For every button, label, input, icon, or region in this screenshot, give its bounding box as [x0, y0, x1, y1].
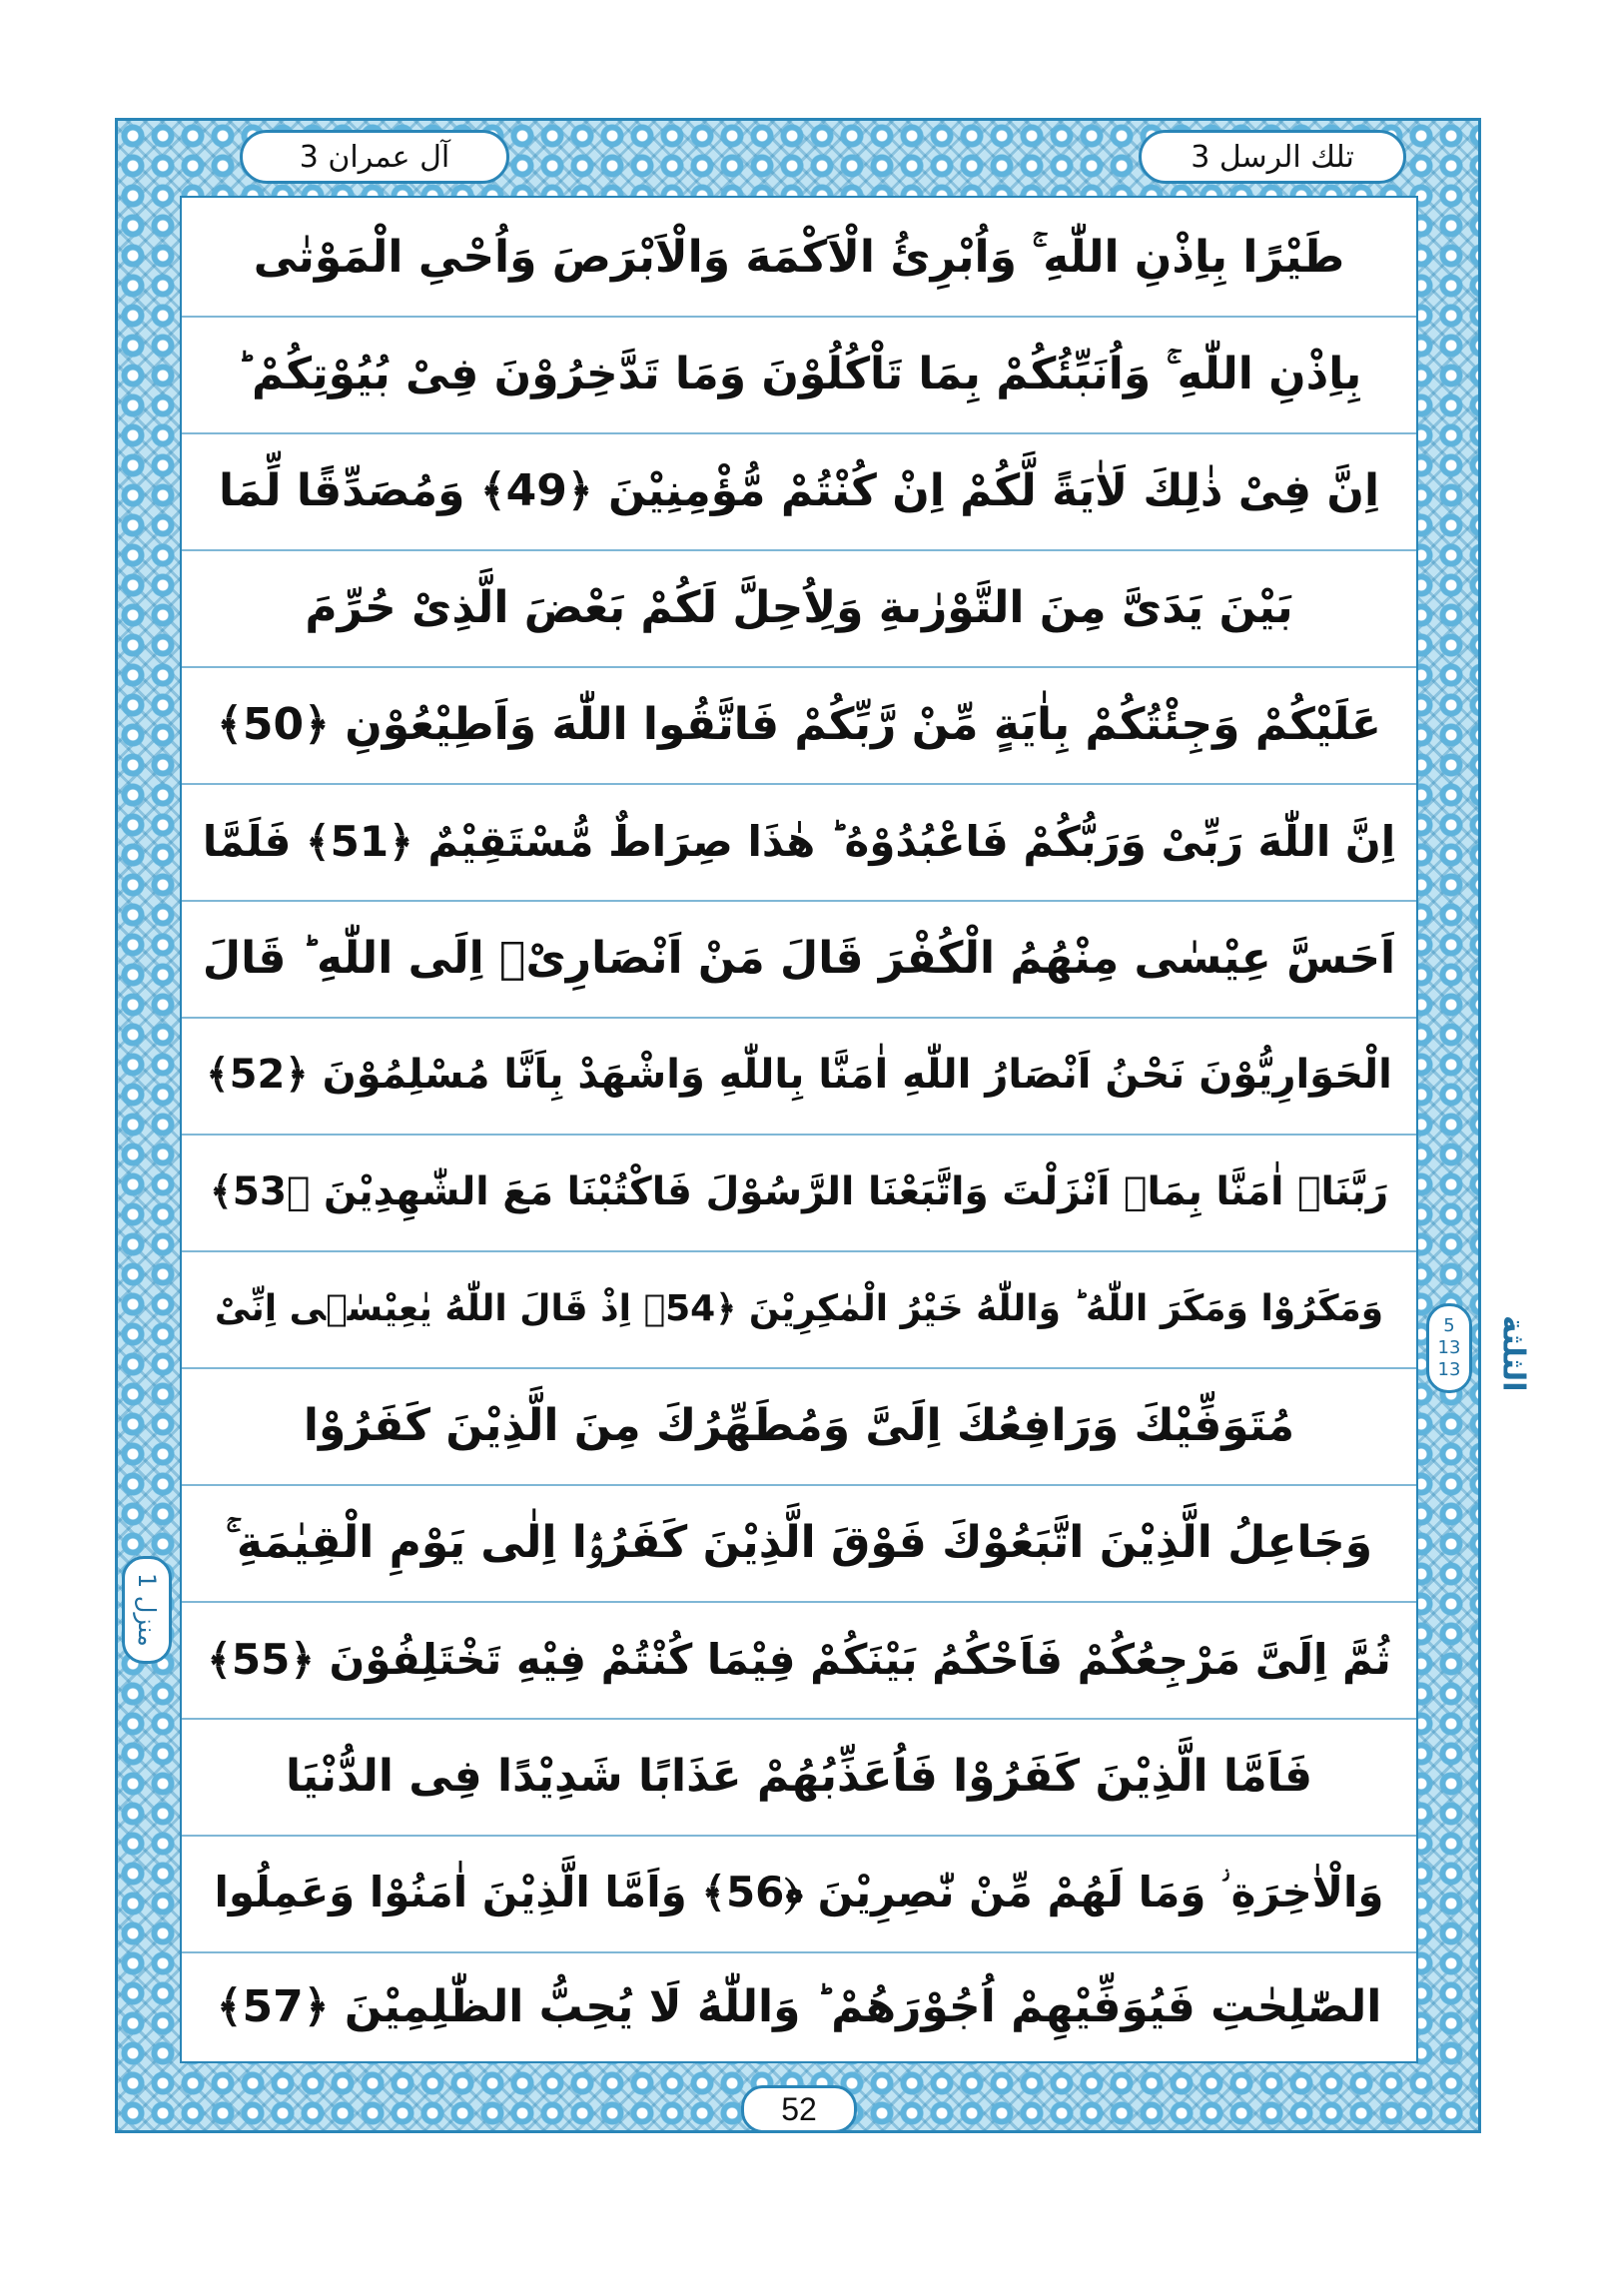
line-text: بَیْنَ یَدَیَّ مِنَ التَّوْرٰىةِ وَلِاُحِلَّ لَكُمْ بَعْضَ الَّذِیْ حُرِّمَ — [305, 581, 1293, 633]
line-text: بِاِذْنِ اللّٰهِ ۚ وَاُنَبِّئُكُمْ بِمَا تَاْكُلُوْنَ وَمَا تَدَّخِرُوْنَ فِیْ بُیُوْتِكُمْ ؕ — [236, 348, 1362, 399]
text-line — [182, 431, 1416, 551]
manzil-marker — [122, 1556, 172, 1664]
ruku-middle: 13 — [1437, 1337, 1461, 1358]
line-text: اِنَّ اللّٰهَ رَبِّیْ وَرَبُّكُمْ فَاعْبُدُوْهُ ؕ هٰذَا صِرَاطٌ مُّسْتَقِیْمٌ ﴿51﴾ فَلَمَّا — [202, 816, 1396, 866]
line-text: عَلَیْكُمْ وَجِئْتُكُمْ بِاٰیَةٍ مِّنْ رَّبِّكُمْ فَاتَّقُوا اللّٰهَ وَاَطِیْعُوْنِ ﴿50﴾ — [217, 698, 1381, 750]
line-text: وَمَكَرُوْا وَمَكَرَ اللّٰهُ ؕ وَاللّٰهُ خَیْرُ الْمٰكِرِیْنَ ﴿54﴾ اِذْ قَالَ اللّٰهُ یٰعِیْسٰۤی اِنِّیْ — [214, 1287, 1384, 1329]
line-text: فَاَمَّا الَّذِیْنَ كَفَرُوْا فَاُعَذِّبُهُمْ عَذَابًا شَدِیْدًا فِی الدُّنْیَا — [285, 1750, 1313, 1802]
line-text: وَجَاعِلُ الَّذِیْنَ اتَّبَعُوْكَ فَوْقَ الَّذِیْنَ كَفَرُوْۤا اِلٰی یَوْمِ الْقِیٰمَةِ ۚ — [225, 1516, 1373, 1568]
text-line — [182, 1133, 1416, 1252]
margin-label-text: الثلثة — [1495, 1314, 1531, 1392]
line-text: الصّٰلِحٰتِ فَیُوَفِّیْهِمْ اُجُوْرَهُمْ ؕ وَاللّٰهُ لَا یُحِبُّ الظّٰلِمِیْنَ ﴿57﴾ — [216, 1981, 1382, 2032]
line-text: رَبَّنَاۤ اٰمَنَّا بِمَاۤ اَنْزَلْتَ وَاتَّبَعْنَا الرَّسُوْلَ فَاكْتُبْنَا مَعَ الشّٰهِدِیْنَ ﴿53﴾ — [209, 1168, 1389, 1214]
ruku-marker — [1426, 1303, 1472, 1393]
text-line — [182, 315, 1416, 434]
line-text: اِنَّ فِیْ ذٰلِكَ لَاٰیَةً لَّكُمْ اِنْ كُنْتُمْ مُّؤْمِنِیْنَ ﴿49﴾ وَمُصَدِّقًا لِّمَا — [218, 464, 1380, 516]
text-line — [182, 665, 1416, 785]
ruku-bottom: 13 — [1437, 1359, 1461, 1380]
line-text: الْحَوَارِیُّوْنَ نَحْنُ اَنْصَارُ اللّٰهِ اٰمَنَّا بِاللّٰهِ وَاشْهَدْ بِاَنَّا مُسْلِمُوْنَ ﴿52﴾ — [206, 1052, 1392, 1098]
page-number: 52 — [741, 2085, 857, 2133]
line-text: وَالْاٰخِرَةِ ؗ وَمَا لَهُمْ مِّنْ نّٰصِرِیْنَ ﴿56﴾ وَاَمَّا الَّذِیْنَ اٰمَنُوْا وَعَمِلُوا — [214, 1868, 1384, 1916]
margin-label — [1483, 1288, 1543, 1418]
text-line — [182, 198, 1416, 318]
text-line — [182, 1366, 1416, 1486]
ruku-top: 5 — [1443, 1315, 1455, 1336]
line-text: مُتَوَفِّیْكَ وَرَافِعُكَ اِلَیَّ وَمُطَهِّرُكَ مِنَ الَّذِیْنَ كَفَرُوْا — [303, 1399, 1295, 1451]
text-line — [182, 548, 1416, 668]
text-panel — [180, 196, 1418, 2063]
text-line — [182, 1249, 1416, 1369]
text-line — [182, 1950, 1416, 2063]
line-text: ثُمَّ اِلَیَّ مَرْجِعُكُمْ فَاَحْكُمُ بَیْنَكُمْ فِیْمَا كُنْتُمْ فِیْهِ تَخْتَلِفُوْنَ ﴿55﴾ — [207, 1634, 1391, 1684]
text-line — [182, 782, 1416, 902]
line-text: اَحَسَّ عِیْسٰی مِنْهُمُ الْكُفْرَ قَالَ مَنْ اَنْصَارِیْۤ اِلَى اللّٰهِ ؕ قَالَ — [202, 932, 1396, 984]
surah-name-header: آل عمران 3 — [240, 130, 509, 184]
para-name-header: تلك الرسل 3 — [1139, 130, 1406, 184]
line-text: طَيْرًا بِاِذْنِ اللّٰهِ ۚ وَاُبْرِئُ الْاَكْمَهَ وَالْاَبْرَصَ وَاُحْیِ الْمَوْتٰی — [253, 231, 1345, 283]
text-line — [182, 1717, 1416, 1837]
text-line — [182, 1834, 1416, 1953]
text-line — [182, 1483, 1416, 1603]
text-line — [182, 1600, 1416, 1720]
text-line — [182, 1016, 1416, 1136]
manzil-text: منزل 1 — [133, 1573, 161, 1647]
text-line — [182, 899, 1416, 1019]
